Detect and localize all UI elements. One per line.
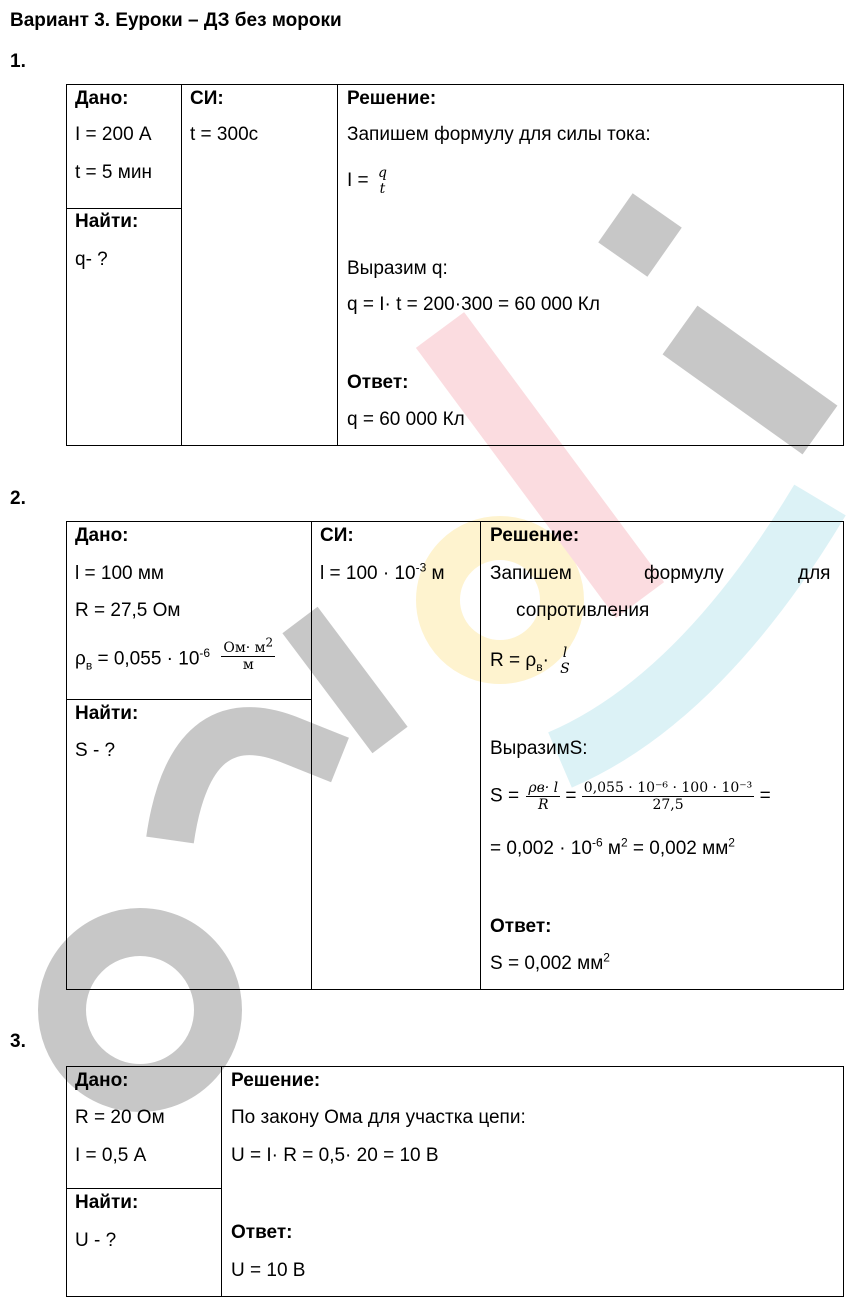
p2-solution-line1b: формулу: [644, 563, 724, 584]
p3-given-resistance: R = 20 Ом: [75, 1107, 165, 1128]
p3-given-current: I = 0,5 А: [75, 1145, 147, 1166]
p1-formula: I = q t: [347, 165, 387, 197]
p2-naiti-heading: Найти:: [75, 703, 139, 724]
p3-answer: U = 10 В: [231, 1260, 306, 1281]
p3-dano-heading: Дано:: [75, 1070, 129, 1091]
p2-answer-heading: Ответ:: [490, 916, 552, 937]
p1-si-heading: СИ:: [190, 88, 224, 109]
p1-given-time: t = 5 мин: [75, 162, 152, 183]
p2-si-heading: СИ:: [320, 525, 354, 546]
p2-given-resistivity: $\rho_в = 0,055 \cdot 10^{-6}$ $\frac{Ом\cdot м^2}{м}$: [75, 635, 274, 673]
p3-solution-heading: Решение:: [231, 1070, 321, 1091]
p2-solution-line2: ВыразимS:: [490, 738, 588, 759]
p2-given-resistance: R = 27,5 Ом: [75, 600, 181, 621]
p1-dano-heading: Дано:: [75, 88, 129, 109]
p1-solution-line1: Запишем формулу для силы тока:: [347, 124, 651, 145]
p2-si-length: $l = 100 \cdot 10^{-3}$ м: [320, 560, 445, 584]
p2-dano-heading: Дано:: [75, 525, 129, 546]
p2-solution-heading: Решение:: [490, 525, 580, 546]
p1-solution-line3: q = I· t = 200·300 = 60 000 Кл: [347, 294, 600, 315]
p2-solution-line1a: Запишем: [490, 563, 572, 584]
page-title: Вариант 3. Еуроки – ДЗ без мороки: [10, 10, 342, 31]
problem-1-number: 1.: [10, 51, 26, 72]
p1-answer-heading: Ответ:: [347, 372, 409, 393]
p2-solution-line1d: сопротивления: [516, 600, 650, 621]
problem-2-number: 2.: [10, 488, 26, 509]
p2-formula-area: S = $\frac{\rho в\cdot l}{R}$ = $\frac{\text{0,055 · 10⁻⁶ · 100 · 10⁻³}}{27,5}$ =: [490, 780, 771, 813]
p1-solution-heading: Решение:: [347, 88, 437, 109]
p2-solution-line1c: для: [798, 563, 831, 584]
p2-answer: S = 0,002 $мм^2$: [490, 950, 610, 974]
p3-solution-line1: По закону Ома для участка цепи:: [231, 1107, 526, 1128]
p1-naiti-heading: Найти:: [75, 211, 139, 232]
p2-formula-resistance: $R = \rho_в\cdot$ l S: [490, 645, 570, 677]
p1-solution-line2: Выразим q:: [347, 258, 448, 279]
p1-si-time: t = 300с: [190, 124, 259, 145]
p3-solution-line2: U = I· R = 0,5· 20 = 10 В: [231, 1145, 439, 1166]
p1-given-current: I = 200 А: [75, 124, 152, 145]
problem-3-number: 3.: [10, 1031, 26, 1052]
p1-answer: q = 60 000 Кл: [347, 409, 465, 430]
p2-solution-line3: = $0,002 \cdot 10^{-6}$ $м^2 = 0,002$ $мм^2$: [490, 835, 735, 859]
p2-find: S - ?: [75, 740, 116, 761]
p3-answer-heading: Ответ:: [231, 1222, 293, 1243]
p3-find: U - ?: [75, 1230, 117, 1251]
p2-given-length: l = 100 мм: [75, 563, 164, 584]
p1-find: q- ?: [75, 249, 108, 270]
p3-naiti-heading: Найти:: [75, 1192, 139, 1213]
